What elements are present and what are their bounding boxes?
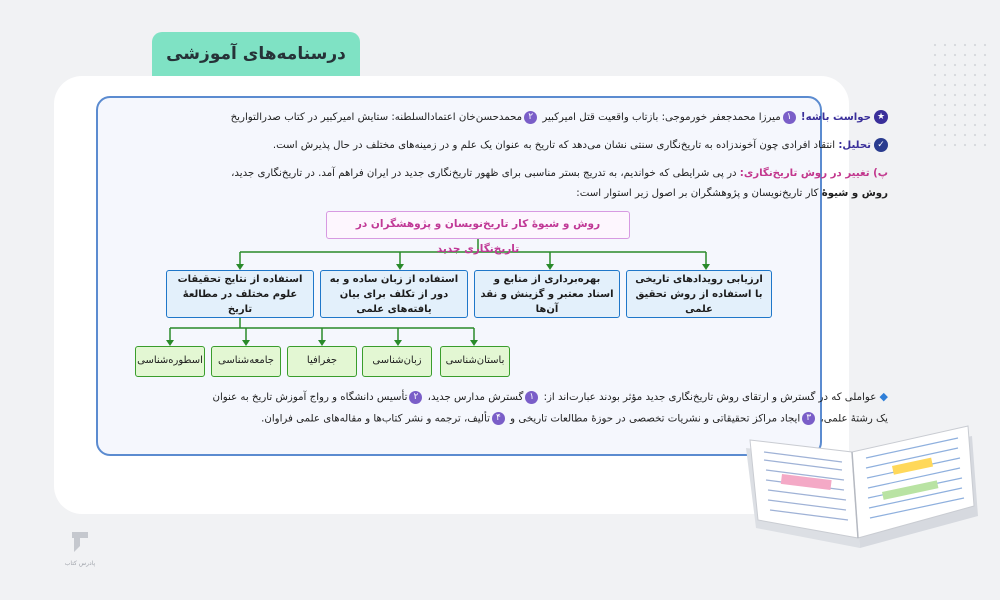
leaf-box: جغرافیا bbox=[287, 346, 357, 377]
factor-item: یک رشتهٔ علمی، bbox=[820, 413, 888, 425]
leaf-box: زبان‌شناسی bbox=[362, 346, 432, 377]
check-icon: ✓ bbox=[874, 138, 888, 152]
section-bold-text: روش و شیوهٔ bbox=[821, 188, 888, 199]
open-book-illustration bbox=[742, 388, 980, 550]
branch-box: ارزیابی رویدادهای تاریخی با استفاده از روش تحقیق علمی bbox=[626, 270, 772, 318]
publisher-logo bbox=[60, 530, 100, 567]
number-badge: ۱ bbox=[783, 111, 796, 124]
factor-item: تأسیس دانشگاه و رواج آموزش تاریخ به عنوان bbox=[212, 392, 408, 403]
factors-intro: عواملی که در گسترش و ارتقای روش تاریخ‌نگاری جدید مؤثر بودند عبارت‌اند از: bbox=[543, 392, 877, 403]
diamond-bullet-icon: ◆ bbox=[879, 390, 888, 403]
factor-item: ایجاد مراکز تحقیقاتی و نشریات تخصصی در حوزهٔ مطالعات تاریخی و bbox=[510, 413, 801, 425]
logo-mark-icon bbox=[68, 530, 92, 556]
tab-title: درسنامه‌های آموزشی bbox=[166, 44, 346, 64]
section-text: در پی شرایطی که خواندیم، به تدریج بستر مناسبی برای ظهور تاریخ‌نگاری جدید در ایران فراهم آمد. در تاریخ‌نگاری جدید، bbox=[231, 168, 737, 179]
note-item: محمدحسن‌خان اعتمادالسلطنه: ستایش امیرکبیر در کتاب صدرالتواریخ bbox=[230, 112, 523, 123]
leaf-box: جامعه‌شناسی bbox=[211, 346, 281, 377]
factor-item: تألیف، ترجمه و نشر کتاب‌ها و مقاله‌های علمی فراوان. bbox=[261, 413, 490, 425]
number-badge: ۱ bbox=[525, 391, 538, 404]
number-badge: ۳ bbox=[802, 412, 815, 425]
section-label: پ) تغییر در روش تاریخ‌نگاری: bbox=[739, 168, 888, 179]
analysis-text: انتقاد افرادی چون آخوندزاده به تاریخ‌نگاری سنتی نشان می‌دهد که تاریخ به عنوان یک علم و در زمینه‌های مختلف در حال پذیرش است. bbox=[272, 140, 836, 151]
branch-box: استفاده از زبان ساده و به دور از تکلف برای بیان یافته‌های علمی bbox=[320, 270, 468, 318]
note-label: حواست باشه! bbox=[800, 112, 871, 123]
number-badge: ۲ bbox=[409, 391, 422, 404]
logo-text: پادرس کتاب bbox=[64, 560, 96, 567]
star-icon: ★ bbox=[874, 110, 888, 124]
branch-box: استفاده از نتایج تحقیقات علوم مختلف در مطالعهٔ تاریخ bbox=[166, 270, 314, 318]
leaf-box: باستان‌شناسی bbox=[440, 346, 510, 377]
branch-box: بهره‌برداری از منابع و اسناد معتبر و گزینش و نقد آن‌ها bbox=[474, 270, 620, 318]
leaf-box: اسطوره‌شناسی bbox=[135, 346, 205, 377]
section-text: کار تاریخ‌نویسان و پژوهشگران بر اصول زیر استوار است: bbox=[576, 188, 819, 199]
number-badge: ۴ bbox=[492, 412, 505, 425]
tree-title: روش و شیوهٔ کار تاریخ‌نویسان و پژوهشگران در تاریخ‌نگاری جدید bbox=[326, 211, 630, 239]
factor-item: گسترش مدارس جدید، bbox=[427, 392, 524, 403]
number-badge: ۲ bbox=[524, 111, 537, 124]
note-item: میرزا محمدجعفر خورموجی: بازتاب واقعیت قتل امیرکبیر bbox=[542, 112, 781, 123]
analysis-label: تحلیل: bbox=[838, 140, 871, 151]
